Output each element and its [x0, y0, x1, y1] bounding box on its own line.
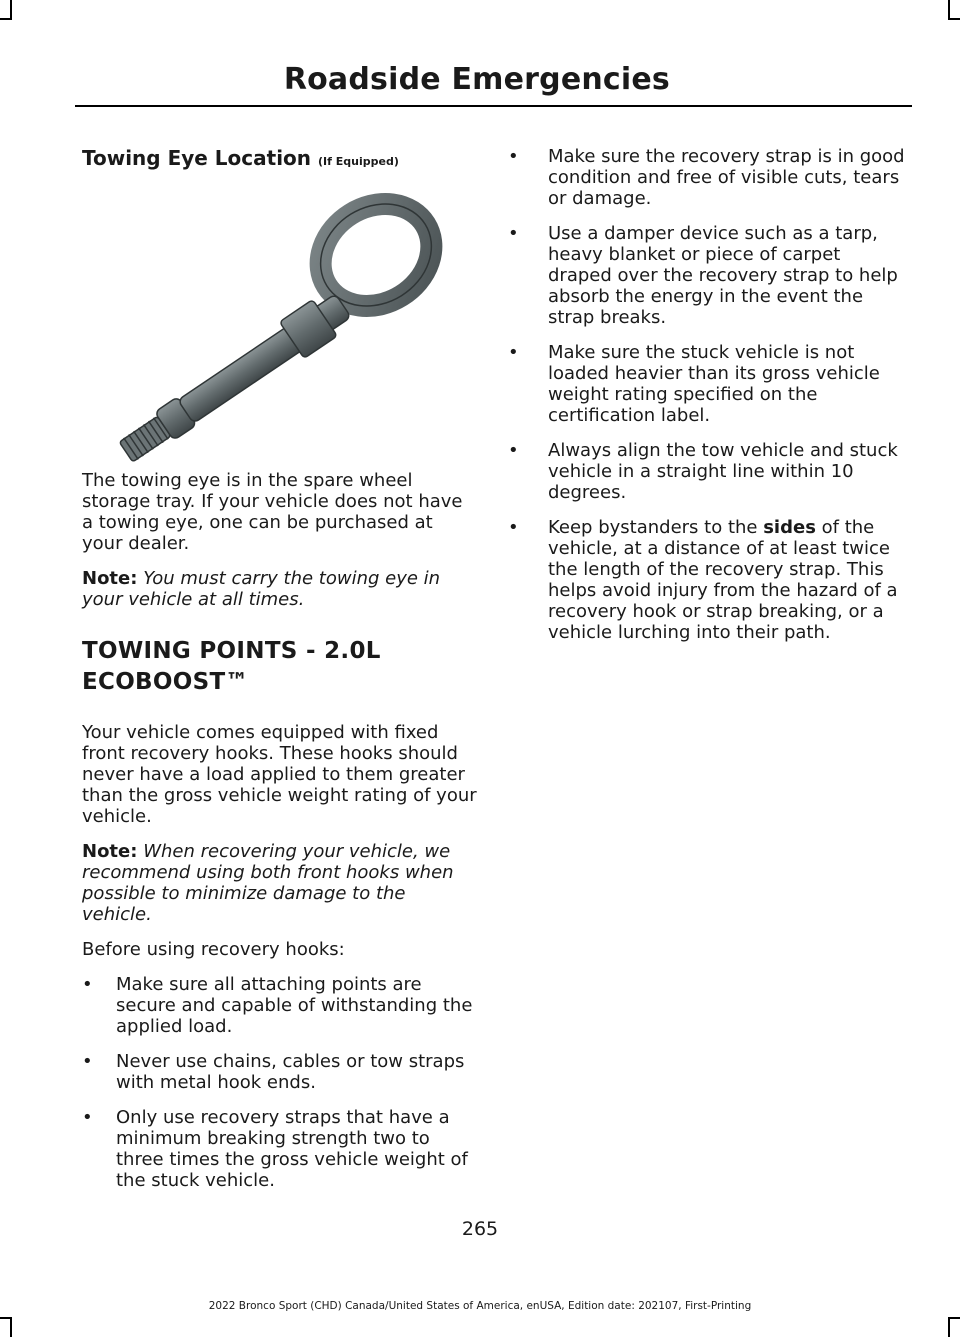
list-item [508, 440, 908, 503]
note-towing-eye [82, 568, 478, 610]
bullet-icon: • [82, 974, 93, 995]
note-text: You must carry the towing eye in your vehicle at all times. [82, 568, 441, 610]
crop-mark [948, 1317, 950, 1337]
section-title-line-2: ECOBOOST™ [82, 669, 249, 695]
crop-mark [0, 18, 12, 20]
list-item-text: Only use recovery straps that have a minimum breaking strength two to three times the gross vehicle weight of the stuck vehicle. [116, 1107, 468, 1191]
figure-code: E300165 [773, 210, 778, 211]
crop-mark [948, 18, 960, 20]
footer-edition-line: 2022 Bronco Sport (CHD) Canada/United States of America, enUSA, Edition date: 202107, First-Printing [208, 1300, 752, 1312]
crop-mark [948, 1317, 960, 1319]
list-item-text: Never use chains, cables or tow straps with metal hook ends. [116, 1051, 465, 1093]
list-item-text: Make sure all attaching points are secure and capable of withstanding the applied load. [116, 974, 473, 1037]
list-item [82, 974, 478, 1037]
list-item [508, 342, 908, 426]
heading-qualifier: (If Equipped) [318, 155, 399, 168]
left-bullet-list [82, 974, 478, 1191]
note-text: When recovering your vehicle, we recommend using both front hooks when possible to minimize damage to the vehicle. [82, 841, 454, 925]
crop-mark [10, 0, 12, 20]
note-label: Note: [82, 841, 138, 862]
section-title-towing-points [82, 636, 478, 698]
bullet-icon: • [82, 1107, 93, 1128]
bullet-icon: • [508, 440, 519, 461]
crop-mark [10, 1317, 12, 1337]
bullet-icon: • [508, 517, 519, 538]
page-header-title: Roadside Emergencies [283, 62, 670, 97]
recovery-hooks-paragraph: Your vehicle comes equipped with fixed front recovery hooks. These hooks should never have a load applied to them greater than the gross vehicle weight rating of your vehicle. [82, 722, 477, 827]
bullet-icon: • [508, 342, 519, 363]
list-item-text: Make sure the recovery strap is in good condition and free of visible cuts, tears or damage. [548, 146, 905, 209]
note-recovery [82, 841, 478, 925]
towing-eye-icon [82, 170, 478, 470]
list-item [508, 517, 908, 643]
before-using-intro: Before using recovery hooks: [82, 939, 345, 960]
crop-mark [948, 0, 950, 20]
list-item [82, 1107, 478, 1191]
towing-eye-heading-text: Towing Eye Location [82, 146, 312, 170]
list-item-text: Always align the tow vehicle and stuck vehicle in a straight line within 10 degrees. [548, 440, 898, 503]
list-item [82, 1051, 478, 1093]
list-item [508, 223, 908, 328]
bullet-icon: • [82, 1051, 93, 1072]
section-title-line-1: TOWING POINTS - 2.0L [82, 638, 381, 664]
bullet-icon: • [508, 223, 519, 244]
list-item-text-bold: sides [763, 517, 816, 538]
list-item-text: Use a damper device such as a tarp, heavy blanket or piece of carpet draped over the recovery strap to help absorb the energy in the event the strap breaks. [548, 223, 898, 328]
right-column [508, 146, 908, 657]
page-number: 265 [461, 1218, 499, 1240]
list-item-text: Make sure the stuck vehicle is not loaded heavier than its gross vehicle weight rating specified on the certification label. [548, 342, 880, 426]
note-label: Note: [82, 568, 138, 589]
list-item [508, 146, 908, 209]
bullet-icon: • [508, 146, 519, 167]
towing-eye-heading [82, 146, 478, 170]
towing-eye-intro: The towing eye is in the spare wheel storage tray. If your vehicle does not have a towing eye, one can be purchased at your dealer. [82, 470, 463, 554]
list-item-text-pre: Keep bystanders to the [548, 517, 764, 538]
right-bullet-list [508, 146, 908, 643]
list-item-text-post: of the vehicle, at a distance of at least twice the length of the recovery strap. This helps avoid injury from the hazard of a recovery hook or strap breaking, or a vehicle lurching into their path. [548, 517, 898, 643]
header-divider [75, 105, 912, 107]
crop-mark [0, 1317, 12, 1319]
